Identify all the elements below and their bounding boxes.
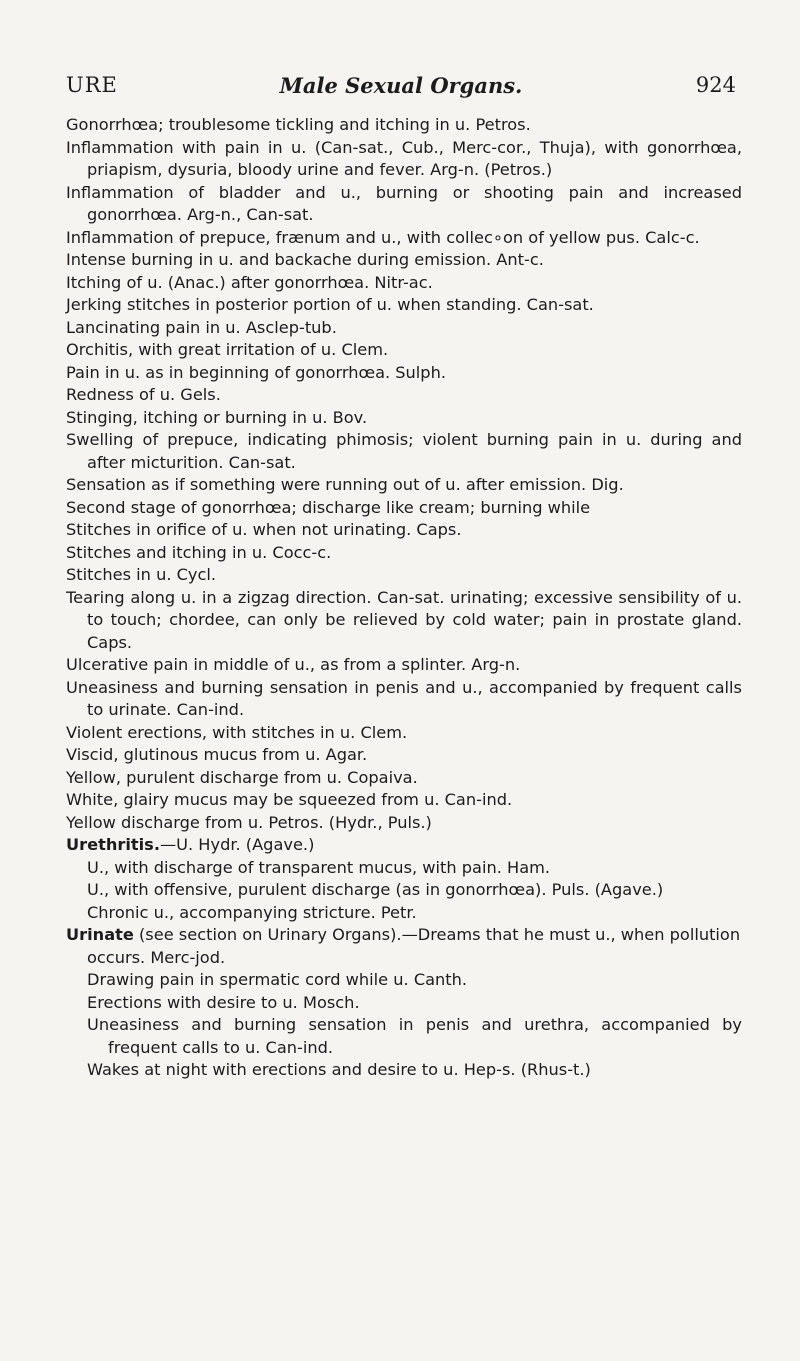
entry: Pain in u. as in beginning of gonorrhœa. Sulph.: [66, 362, 446, 382]
entry: Orchitis, with great irritation of u. Clem.: [66, 340, 389, 359]
entry: Tearing along u. in a zigzag direction. Can-sat. urinating; excessive sensibility of u. to touch; chordee, can only be relieved by cold water; pain in prostate gland. Caps.: [66, 587, 742, 652]
heading-urethritis-text: —U. Hydr. (Agave.): [159, 835, 315, 854]
entry: Ulcerative pain in middle of u., as from a splinter. Arg-n.: [66, 655, 521, 674]
heading-urethritis: [66, 834, 742, 857]
heading-urethritis-word: Urethritis.: [66, 835, 160, 854]
entry: Drawing pain in spermatic cord while u. Canth.: [87, 970, 468, 989]
entry: Inflammation of bladder and u., burning or shooting pain and increased gonorrhœa. Arg-n., Can-sat.: [66, 182, 742, 224]
entry: Intense burning in u. and backache during emission. Ant-c.: [66, 250, 544, 269]
entry: U., with discharge of transparent mucus, with pain. Ham.: [87, 857, 551, 877]
running-header: [66, 73, 736, 103]
entry: Uneasiness and burning sensation in penis and u., accompanied by frequent calls to urinate. Can-ind.: [66, 677, 742, 719]
heading-urinate: [66, 924, 742, 969]
page-body: [66, 114, 742, 1082]
entry: Yellow discharge from u. Petros. (Hydr., Puls.): [66, 812, 432, 832]
header-chapter-title: Male Sexual Organs.: [279, 73, 523, 98]
entry: Inflammation of prepuce, frænum and u., with collec∘on of yellow pus. Calc-c.: [66, 227, 700, 247]
entry: Yellow, purulent discharge from u. Copaiva.: [66, 767, 418, 787]
entry: Erections with desire to u. Mosch.: [87, 992, 360, 1012]
entry: Sensation as if something were running out of u. after emission. Dig.: [66, 475, 624, 494]
heading-urinate-word: Urinate: [66, 925, 134, 944]
entry: White, glairy mucus may be squeezed from u. Can-ind.: [66, 790, 513, 809]
entry: Chronic u., accompanying stricture. Petr.: [87, 902, 417, 922]
entry: Wakes at night with erections and desire to u. Hep-s. (Rhus-t.): [87, 1060, 591, 1079]
entry: Stitches in orifice of u. when not urinating. Caps.: [66, 520, 462, 539]
entry: Jerking stitches in posterior portion of u. when standing. Can-sat.: [66, 295, 594, 314]
entry: Stitches and itching in u. Cocc-c.: [66, 542, 332, 562]
entry: Gonorrhœa; troublesome tickling and itching in u. Petros.: [66, 115, 531, 134]
entry: Second stage of gonorrhœa; discharge like cream; burning while: [66, 497, 591, 517]
entry: Violent erections, with stitches in u. Clem.: [66, 722, 408, 742]
header-section-word: URE: [66, 73, 118, 97]
entry: Stinging, itching or burning in u. Bov.: [66, 407, 368, 427]
entry: Stitches in u. Cycl.: [66, 565, 217, 584]
entry: Swelling of prepuce, indicating phimosis; violent burning pain in u. during and after micturition. Can-sat.: [66, 430, 742, 472]
entry: Inflammation with pain in u. (Can-sat., Cub., Merc-cor., Thuja), with gonorrhœa, priapism, dysuria, bloody urine and fever. Arg-n. (Petros.): [66, 137, 742, 179]
entry: U., with offensive, purulent discharge (as in gonorrhœa). Puls. (Agave.): [87, 880, 664, 899]
entry: Redness of u. Gels.: [66, 385, 221, 404]
entry: Uneasiness and burning sensation in penis and urethra, accompanied by frequent calls to u. Can-ind.: [87, 1015, 742, 1057]
heading-urinate-text: (see section on Urinary Organs).—Dreams that he must u., when pollution occurs. Merc-jod.: [87, 925, 741, 967]
entry: Itching of u. (Anac.) after gonorrhœa. Nitr-ac.: [66, 272, 433, 292]
entry: Lancinating pain in u. Asclep-tub.: [66, 317, 337, 337]
page-number: 924: [695, 73, 736, 97]
entry: Viscid, glutinous mucus from u. Agar.: [66, 745, 368, 764]
